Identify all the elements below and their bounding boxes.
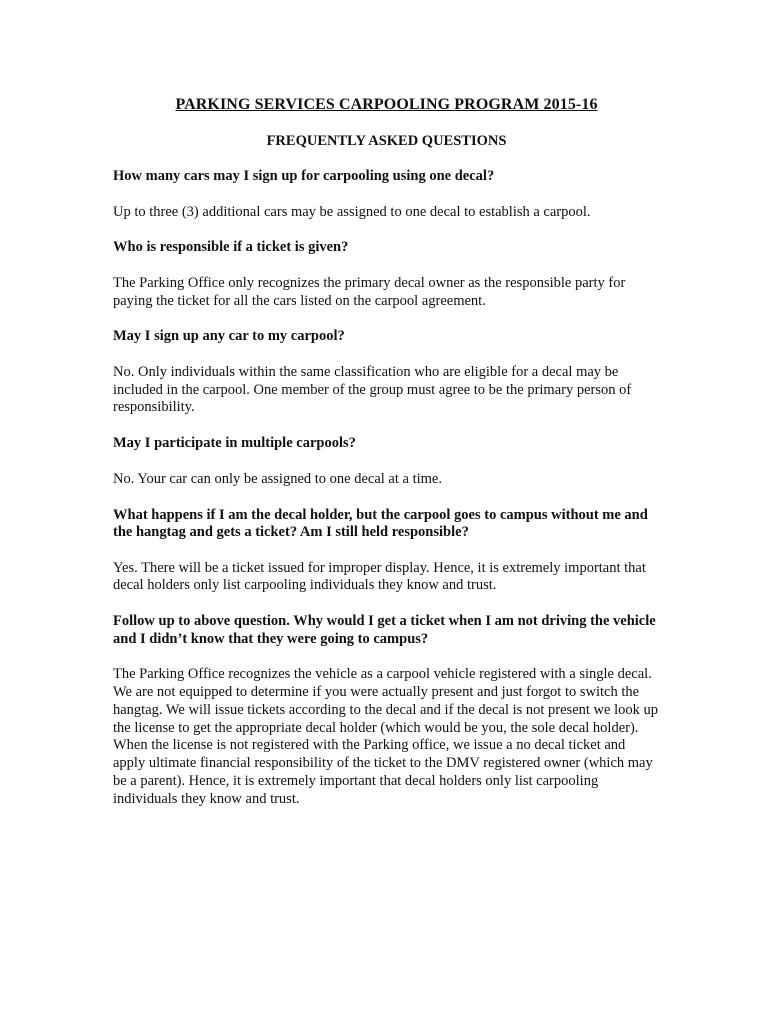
- faq-item-5: [113, 507, 660, 596]
- document-title: PARKING SERVICES CARPOOLING PROGRAM 2015-16: [175, 96, 598, 113]
- faq-question: Follow up to above question. Why would I get a ticket when I am not driving the vehicle and I didn’t know that they were going to campus?: [113, 613, 656, 647]
- faq-question: What happens if I am the decal holder, but the carpool goes to campus without me and the hangtag and gets a ticket? Am I still held responsible?: [113, 506, 648, 541]
- faq-answer: The Parking Office recognizes the vehicle as a carpool vehicle registered with a single decal. We are not equipped to determine if you were actually present and just forgot to switch the hangtag. We will issue tickets according to the decal and if the decal is not present we look up the license to get the appropriate decal holder (which would be you, the sole decal holder). When the license is not registered with the Parking office, we issue a no decal ticket and apply ultimate financial responsibility of the ticket to the DMV registered owner (which may be a parent). Hence, it is extremely important that decal holders only list carpooling individuals they know and trust.: [113, 666, 658, 807]
- document-subtitle: FREQUENTLY ASKED QUESTIONS: [266, 133, 507, 149]
- faq-answer: No. Only individuals within the same classification who are eligible for a decal may be included in the carpool. One member of the group must agree to be the primary person of responsibility.: [113, 363, 632, 416]
- faq-question: Who is responsible if a ticket is given?: [113, 239, 349, 256]
- faq-question: May I sign up any car to my carpool?: [113, 328, 345, 345]
- faq-question: How many cars may I sign up for carpooling using one decal?: [113, 168, 495, 184]
- faq-answer: No. Your car can only be assigned to one decal at a time.: [113, 470, 442, 487]
- faq-answer: Yes. There will be a ticket issued for improper display. Hence, it is extremely important that decal holders only list carpooling individuals they know and trust.: [113, 559, 646, 594]
- faq-answer: The Parking Office only recognizes the primary decal owner as the responsible party for paying the ticket for all the cars listed on the carpool agreement.: [113, 274, 626, 309]
- faq-item-4: [113, 435, 660, 488]
- faq-item-6: [113, 613, 660, 808]
- faq-item-3: [113, 328, 660, 417]
- faq-item-1: [113, 168, 660, 221]
- faq-answer: Up to three (3) additional cars may be assigned to one decal to establish a carpool.: [113, 203, 591, 220]
- faq-item-2: [113, 239, 660, 310]
- faq-question: May I participate in multiple carpools?: [113, 435, 356, 452]
